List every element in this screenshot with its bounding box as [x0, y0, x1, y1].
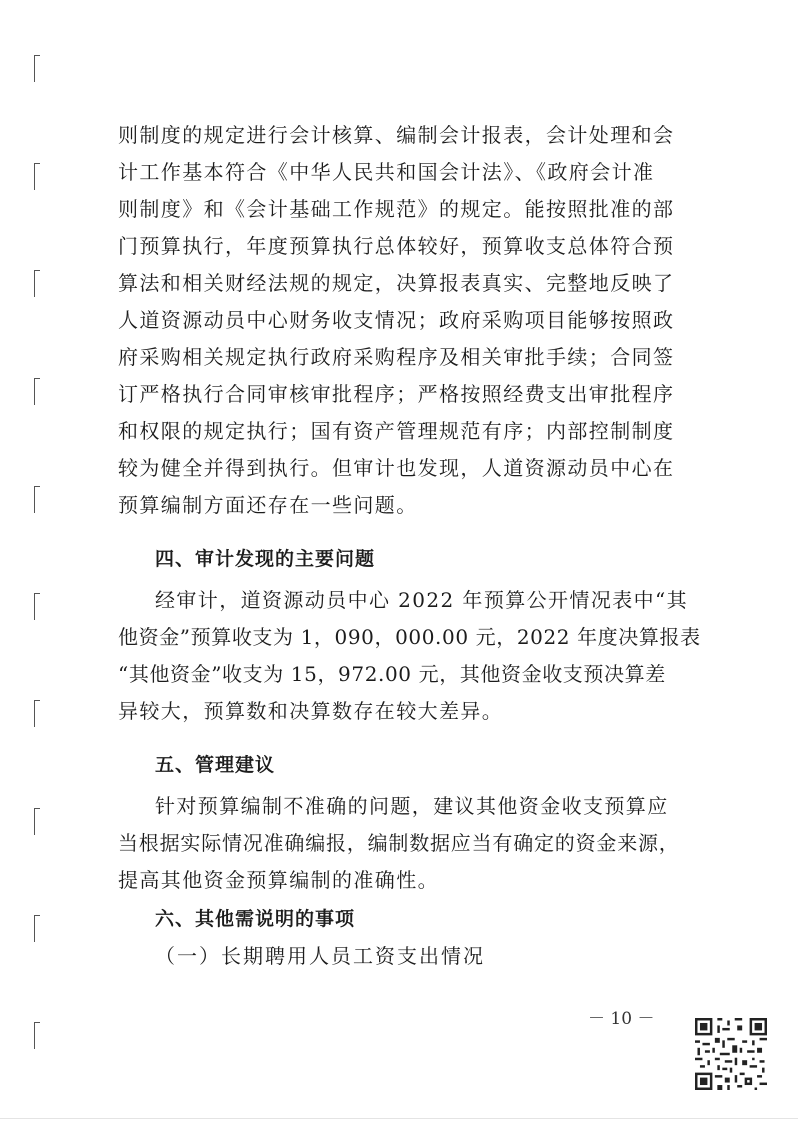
binding-mark	[34, 163, 40, 190]
paragraph-line: 针对预算编制不准确的问题，建议其他资金收支预算应	[155, 794, 669, 818]
binding-mark	[34, 808, 40, 835]
paragraph-line: 异较大，预算数和决算数存在较大差异。	[118, 699, 504, 723]
section-heading-other-matters: 六、其他需说明的事项	[155, 908, 356, 930]
paragraph-line: 当根据实际情况准确编报，编制数据应当有确定的资金来源，	[118, 831, 680, 855]
binding-mark	[34, 378, 40, 405]
page-bottom-edge	[0, 1118, 798, 1119]
binding-mark	[34, 55, 40, 82]
paragraph-line: “其他资金”收支为 15，972.00 元，其他资金收支预决算差	[118, 662, 666, 686]
binding-mark	[34, 270, 40, 297]
paragraph-line: 门预算执行，年度预算执行总体较好，预算收支总体符合预	[118, 234, 675, 258]
binding-mark	[34, 915, 40, 942]
page-number: － 10 －	[588, 1009, 655, 1029]
qr-code-icon	[695, 1018, 767, 1090]
paragraph-line: 提高其他资金预算编制的准确性。	[118, 868, 439, 892]
paragraph-line: 预算编制方面还存在一些问题。	[118, 493, 418, 517]
paragraph-line: 他资金”预算收支为 1，090，000.00 元，2022 年度决算报表	[118, 625, 701, 649]
paragraph-line: 和权限的规定执行；国有资产管理规范有序；内部控制制度	[118, 419, 675, 443]
section-heading-audit-findings: 四、审计发现的主要问题	[155, 548, 376, 570]
paragraph-line: 则制度的规定进行会计核算、编制会计报表，会计处理和会	[118, 123, 675, 147]
section-heading-recommendations: 五、管理建议	[155, 754, 276, 776]
binding-mark	[34, 1022, 40, 1049]
paragraph-line: 订严格执行合同审核审批程序；严格按照经费支出审批程序	[118, 382, 675, 406]
binding-mark	[34, 700, 40, 727]
subsection-heading-long-term-staff-wages: （一）长期聘用人员工资支出情况	[155, 944, 485, 968]
paragraph-line: 经审计，道资源动员中心 2022 年预算公开情况表中“其	[155, 588, 689, 612]
paragraph-line: 府采购相关规定执行政府采购程序及相关审批手续；合同签	[118, 345, 675, 369]
binding-mark	[34, 593, 40, 620]
binding-mark	[34, 486, 40, 513]
paragraph-line: 较为健全并得到执行。但审计也发现，人道资源动员中心在	[118, 456, 675, 480]
paragraph-line: 算法和相关财经法规的规定，决算报表真实、完整地反映了	[118, 271, 675, 295]
paragraph-line: 则制度》和《会计基础工作规范》的规定。能按照批准的部	[118, 197, 675, 221]
paragraph-line: 人道资源动员中心财务收支情况；政府采购项目能够按照政	[118, 308, 675, 332]
paragraph-line: 计工作基本符合《中华人民共和国会计法》、《政府会计准	[118, 160, 655, 184]
